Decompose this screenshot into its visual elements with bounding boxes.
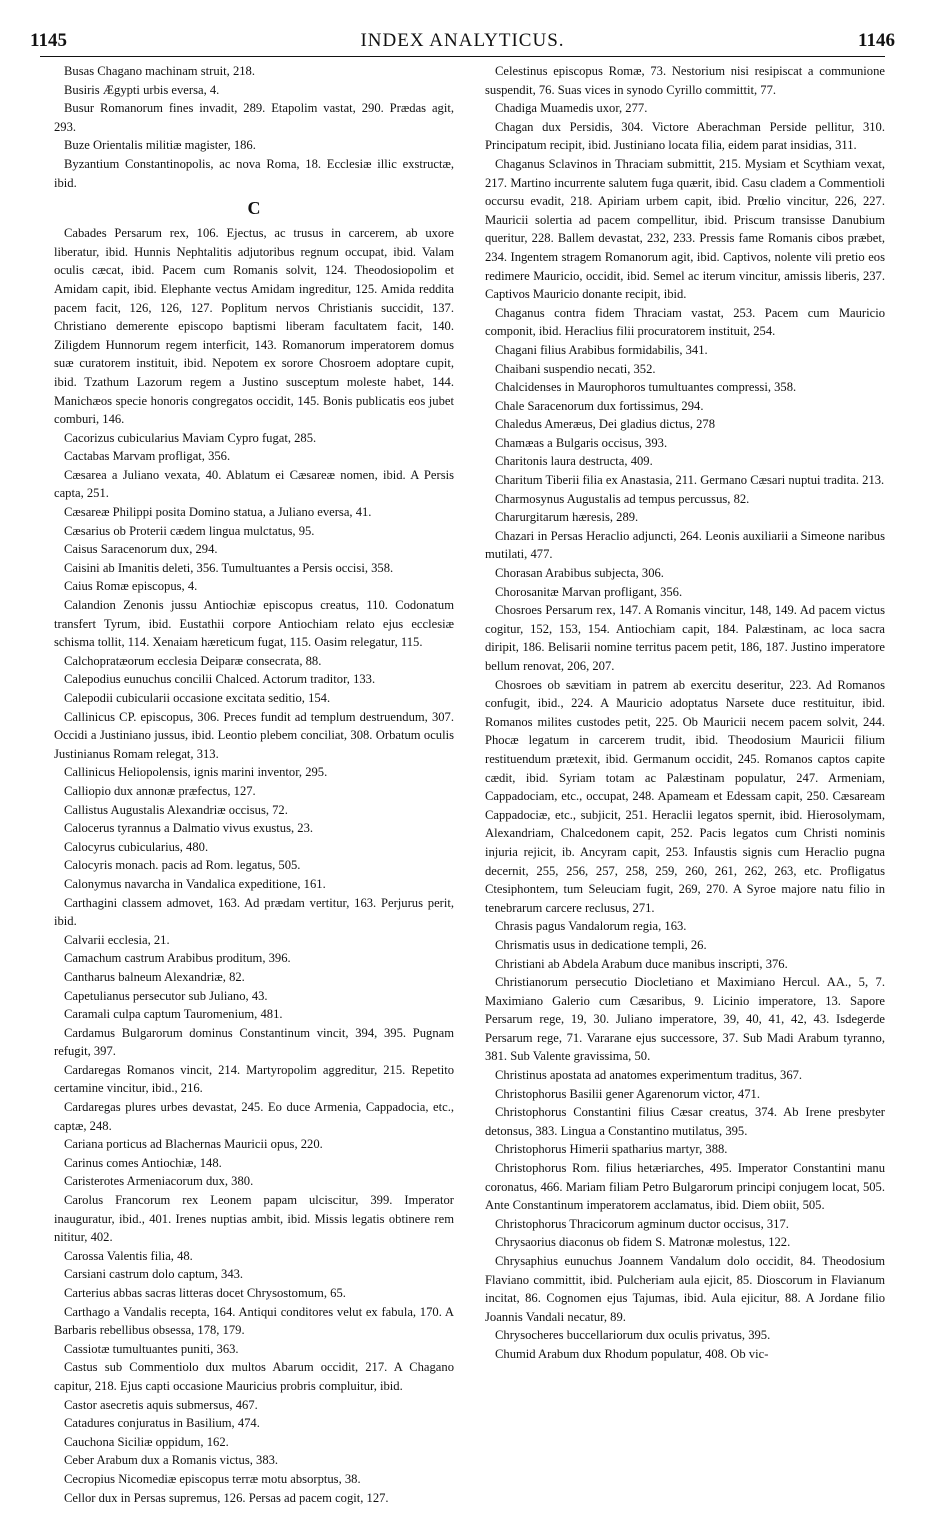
index-entry: Cellor dux in Persas supremus, 126. Persas ad pacem cogit, 127. [64,1490,389,1505]
index-entry: Cantharus balneum Alexandriæ, 82. [64,969,245,984]
section-letter: C [247,198,261,219]
index-entry: Catadures conjuratus in Basilium, 474. [64,1416,260,1431]
index-entry: Cauchona Siciliæ oppidum, 162. [64,1434,229,1449]
index-entry: Cabades Persarum rex, 106. Ejectus, ac trusus in carcerem, ab uxore liberatur, ibid. Hunnis Nephtalitis adjutoribus regnum occupat, ibid. Valam oculis cæcat, ibid. Pacem cum Romanis solvit, 124. Theodosiopolim et Amidam capit, ibid. Elephante vectus Amidam ingreditur, 125. Amida reddita pacem facit, 126, 126, 127. Poplitum nervos Christianis succidit, 137. Christiano demerente episcopo baptismi liberam facultatem facit, 140. Ziligdem Hunnorum regem interficit, 143. Romanorum imperatorem domus suæ curatorem instituit, ibid. Nepotem ex sorore Chosroem adoptare cupit, ibid. Tzathum Lazorum regem a Justino susceptum moleste habet, 144. Manichæos specie honoris congregatos occidit, 145. Bonis publicatis eos jubet comburi, 146. [54,226,454,427]
running-title: INDEX ANALYTICUS. [360,30,565,51]
index-entry: Callinicus Heliopolensis, ignis marini inventor, 295. [64,765,328,780]
index-entry: Cardaregas Romanos vincit, 214. Martyropolim aggreditur, 215. Repetito certamine vincitur, ibid., 216. [54,1062,454,1096]
index-entry: Calepodii cubicularii occasione excitata seditio, 154. [64,691,331,705]
index-entry: Caramali culpa captum Tauromenium, 481. [64,1007,283,1022]
index-entry: Cacorizus cubicularius Maviam Cypro fugat, 285. [64,430,317,445]
index-entry: Christophorus Rom. filius hetæriarches, 495. Imperator Constantini manu coronatus, 466. Mariam filiam Petro Bulgarorum principi conjugem locat, 505. Ante Constantinum imperatorem acclamatus, ibid. Diem obiit, 505. [485,1161,885,1213]
index-entry: Calocerus tyrannus a Dalmatio vivus exustus, 23. [64,821,314,836]
index-entry: Busas Chagano machinam struit, 218. [64,64,255,78]
index-entry: Charitum Tiberii filia ex Anastasia, 211. Germano Cæsari nuptui tradita. 213. [495,473,885,488]
index-entry: Carthagini classem admovet, 163. Ad prædam vertitur, 163. Perjurus perit, ibid. [54,895,454,929]
index-entry: Chazari in Persas Heraclio adjuncti, 264. Leonis auxiliarii a Simeone naribus mutilati, 477. [485,528,885,562]
index-entry: Carterius abbas sacras litteras docet Chrysostomum, 65. [64,1286,346,1300]
index-entry: Castor asecretis aquis submersus, 467. [64,1397,258,1412]
index-entry: Charitonis laura destructa, 409. [495,454,653,469]
index-entry: Caius Romæ episcopus, 4. [64,579,198,594]
index-entry: Christiani ab Abdela Arabum duce manibus inscripti, 376. [495,956,788,971]
index-entry: Caristerotes Armeniacorum dux, 380. [64,1174,254,1189]
right-column [485,62,885,1364]
index-entry: Christophorus Himerii spatharius martyr, 388. [495,1142,728,1157]
index-entry: Buze Orientalis militiæ magister, 186. [64,138,256,153]
index-entry: Chrysocheres buccellariorum dux oculis privatus, 395. [495,1328,771,1343]
index-entry: Calliopio dux annonæ præfectus, 127. [64,783,256,798]
index-entry: Cæsareæ Philippi posita Domino statua, a Juliano eversa, 41. [64,505,372,520]
index-entry: Capetulianus persecutor sub Juliano, 43. [64,988,268,1003]
index-entry: Chosroes Persarum rex, 147. A Romanis vincitur, 148, 149. Ad pacem victus cogitur, 152, 153, 154. Antiochiam capit, 184. Palæstinam, ac loca sacra diripit, 186. Belisarii nomine territus pacem petit, 186, 187. Justino imperatore bellum renovat, 206, 207. [485,603,885,673]
index-entry: Calandion Zenonis jussu Antiochiæ episcopus creatus, 110. Codonatum transfert Tyrum, ibid. Eustathii corpore Antiochiam relato ejus ecclesiæ schisma tollit, 114. Xenaiam hæreticum fugat, 115. Oasim relegatur, 115. [54,598,454,650]
index-entry: Charmosynus Augustalis ad tempus percussus, 82. [495,491,750,506]
index-entry: Carossa Valentis filia, 48. [64,1248,193,1263]
index-entry: Camachum castrum Arabibus proditum, 396. [64,951,291,966]
index-entry: Christophorus Thracicorum agminum ductor occisus, 317. [495,1216,789,1231]
index-entry: Calepodius eunuchus concilii Chalced. Actorum traditor, 133. [64,672,376,687]
index-entry: Chaganus Sclavinos in Thraciam submittit, 215. Mysiam et Scythiam vexat, 217. Martino incurrente salutem fuga quærit, ibid. Casu cladem a Commentioli occursu evadit, 218. Apiriam urbem capit, ibid. Prœlio vincitur, 226, 227. Mauricii solertia ad pacem compellitur, ibid. Priscum transisse Danubium queritur, 228. Ballem devastat, 232, 233. Pressis fame Romanis cibos præbet, 234. Ingentem stragem Romanorum agit, ibid. Captivos, nolente vili pretio eos redimere Mauricio, occidit, ibid. Semel ac iterum vincitur, amissis liberis, 237. Captivos Mauricio donante recipit, ibid. [485,156,885,302]
index-entry: Calocyris monach. pacis ad Rom. legatus, 505. [64,858,301,873]
index-entry: Chadiga Muamedis uxor, 277. [495,101,648,116]
page-number-left: 1145 [30,30,67,51]
header-rule [40,56,885,57]
index-entry: Chumid Arabum dux Rhodum populatur, 408. Ob vic- [495,1346,769,1361]
index-entry: Christianorum persecutio Diocletiano et Maximiano Hercul. AA., 5, 7. Maximiano Galerio cum Cæsaribus, 9. Licinio imperatore, 13. Sapore Persarum rege, 19, 30. Juliano imperatore, 39, 40, 41, 42, 43. Isdegerde Persarum rege, 71. Vararane ejus successore, 37. Sub Madi Arabum tyranno, 381. Sub Valente gravissima, 50. [485,975,885,1064]
index-entry: Cardamus Bulgarorum dominus Constantinum vincit, 394, 395. Pugnam refugit, 397. [54,1025,454,1059]
index-entry: Calocyrus cubicularius, 480. [64,839,209,854]
index-entry: Chaibani suspendio necati, 352. [495,361,656,376]
index-entry: Charurgitarum hæresis, 289. [495,510,639,525]
index-entry: Chrysaorius diaconus ob fidem S. Matronæ molestus, 122. [495,1235,791,1250]
index-entry: Calvarii ecclesia, 21. [64,932,170,947]
index-entry: Calonymus navarcha in Vandalica expeditione, 161. [64,876,326,891]
index-entry: Chaledus Ameræus, Dei gladius dictus, 278 [495,417,716,432]
index-entry: Chrasis pagus Vandalorum regia, 163. [495,919,687,934]
index-entry: Chamæas a Bulgaris occisus, 393. [495,435,668,450]
index-entry: Cardaregas plures urbes devastat, 245. Eo duce Armenia, Cappadocia, etc., captæ, 248. [54,1100,454,1133]
index-entry: Cæsarius ob Proterii cædem lingua mulctatus, 95. [64,523,315,538]
index-entry: Calchopratæorum ecclesia Deiparæ consecrata, 88. [64,653,322,668]
index-entry: Cactabas Marvam profligat, 356. [64,449,231,464]
index-entry: Ceber Arabum dux a Romanis victus, 383. [64,1453,279,1468]
index-entry: Chorasan Arabibus subjecta, 306. [495,566,664,581]
index-entry: Chagan dux Persidis, 304. Victore Aberachman Perside pellitur, 310. Principatum recipit, ibid. Justiniano locata filia, eidem parat insidias, 311. [485,119,885,153]
index-entry: Celestinus episcopus Romæ, 73. Nestorium nisi resipiscat a communione suspendit, 76. Suas vices in synodo Cyrillo committit, 77. [485,64,885,97]
index-entry: Caisini ab Imanitis deleti, 356. Tumultuantes a Persis occisi, 358. [64,560,394,575]
index-entry: Christophorus Constantini filius Cæsar creatus, 374. Ab Irene presbyter detonsus, 383. Lingua a Constantino mutilatus, 395. [485,1105,885,1138]
index-entry: Carthago a Vandalis recepta, 164. Antiqui conditores velut ex fabula, 170. A Barbaris rebellibus obsessa, 178, 179. [54,1304,454,1338]
page-header [30,26,895,56]
index-entry: Castus sub Commentiolo dux multos Abarum occidit, 217. A Chagano capitur, 218. Ejus capti occasione Mauricius probris compluitur, ibid. [54,1360,454,1393]
index-entry: Chosroes ob sævitiam in patrem ab exercitu deseritur, 223. Ad Romanos confugit, ibid., 224. A Mauricio adoptatus Narsete duce restituitur, ibid. Romanos milites custodes petit, 225. Ob Mauricii necem pacem solvit, 244. Phocæ legatum in carcerem trudit, ibid. Theodosium Mauricii filium restituendum prætexit, ibid. Germanum occidit, 245. Romanos captos capite cædit, ibid. Syriam totam ac Palæstinam populatur, 247. Armeniam, Cappadociam, etc., occupat, 248. Apameam et Edessam capit, 250. Cæsaream Cappadociæ, etc., subjicit, 251. Heraclii legatos spernit, ibid. Hierosolymam, Alexandriam, Chalcedonem capit, 252. Pacis legatos cum Christi nominis injuria rejicit, ib. Ancyram capit, 253. Infaustis signis cum Heraclio pugna decernit, 255, 256, 257, 258, 259, 260, 261, 262, 263, etc. Profligatus Ctesiphontem, tum Seleuciam fugit, 269, 270. A Syroe majore natu filio in tenebrarum carcere reclusus, 271. [485,677,885,915]
index-entry: Christophorus Basilii gener Agarenorum victor, 471. [495,1086,760,1101]
index-entry: Cassiotæ tumultuantes puniti, 363. [64,1341,239,1356]
index-entry: Christinus apostata ad anatomes experimentum traditus, 367. [495,1068,803,1083]
index-entry: Caisus Saracenorum dux, 294. [64,542,218,557]
index-entry: Chaganus contra fidem Thraciam vastat, 253. Pacem cum Mauricio componit, ibid. Heraclius filii procuratorem instituit, 254. [485,305,885,339]
index-entry: Carinus comes Antiochiæ, 148. [64,1155,222,1170]
index-entry: Cecropius Nicomediæ episcopus terræ motu absorptus, 38. [64,1471,361,1486]
index-entry: Cæsarea a Juliano vexata, 40. Ablatum ei Cæsareæ nomen, ibid. A Persis capta, 251. [54,467,454,501]
index-entry: Cariana porticus ad Blachernas Mauricii opus, 220. [64,1137,323,1152]
left-column [54,62,454,1507]
index-entry: Chorosanitæ Marvan profligant, 356. [495,584,683,599]
index-entry: Chagani filius Arabibus formidabilis, 341. [495,342,708,357]
index-entry: Carsiani castrum dolo captum, 343. [64,1267,244,1282]
page-number-right: 1146 [858,30,895,51]
index-entry: Busur Romanorum fines invadit, 289. Etapolim vastat, 290. Prædas agit, 293. [54,101,454,134]
index-entry: Chale Saracenorum dux fortissimus, 294. [495,398,704,413]
index-entry: Chrysaphius eunuchus Joannem Vandalum dolo occidit, 84. Theodosium Flaviano committit, ibid. Pulcheriam aula ejicit, 85. Dioscorum in Flavianum incitat, 86. Cognomen ejus Tajumas, ibid. Aula ejicitur, 88. A Jordane filio Joannis Vandali necatur, 89. [485,1254,885,1324]
index-entry: Chrismatis usus in dedicatione templi, 26. [495,937,707,952]
index-entry: Carolus Francorum rex Leonem papam ulciscitur, 399. Imperator inauguratur, ibid., 401. Irenes nuptias ambit, ibid. Missis legatis obtinere rem nititur, 402. [54,1193,454,1245]
index-entry: Byzantium Constantinopolis, ac nova Roma, 18. Ecclesiæ illic exstructæ, ibid. [54,156,454,190]
index-entry: Callinicus CP. episcopus, 306. Preces fundit ad templum destruendum, 307. Occidi a Justiniano jussus, ibid. Leontio plebem conciliat, 308. Orbatum oculis Justinianus Romam relegat, 313. [54,709,454,761]
index-entry: Chalcidenses in Maurophoros tumultuantes compressi, 358. [495,380,797,395]
index-entry: Callistus Augustalis Alexandriæ occisus, 72. [64,802,288,817]
index-entry: Busiris Ægypti urbis eversa, 4. [64,82,220,97]
